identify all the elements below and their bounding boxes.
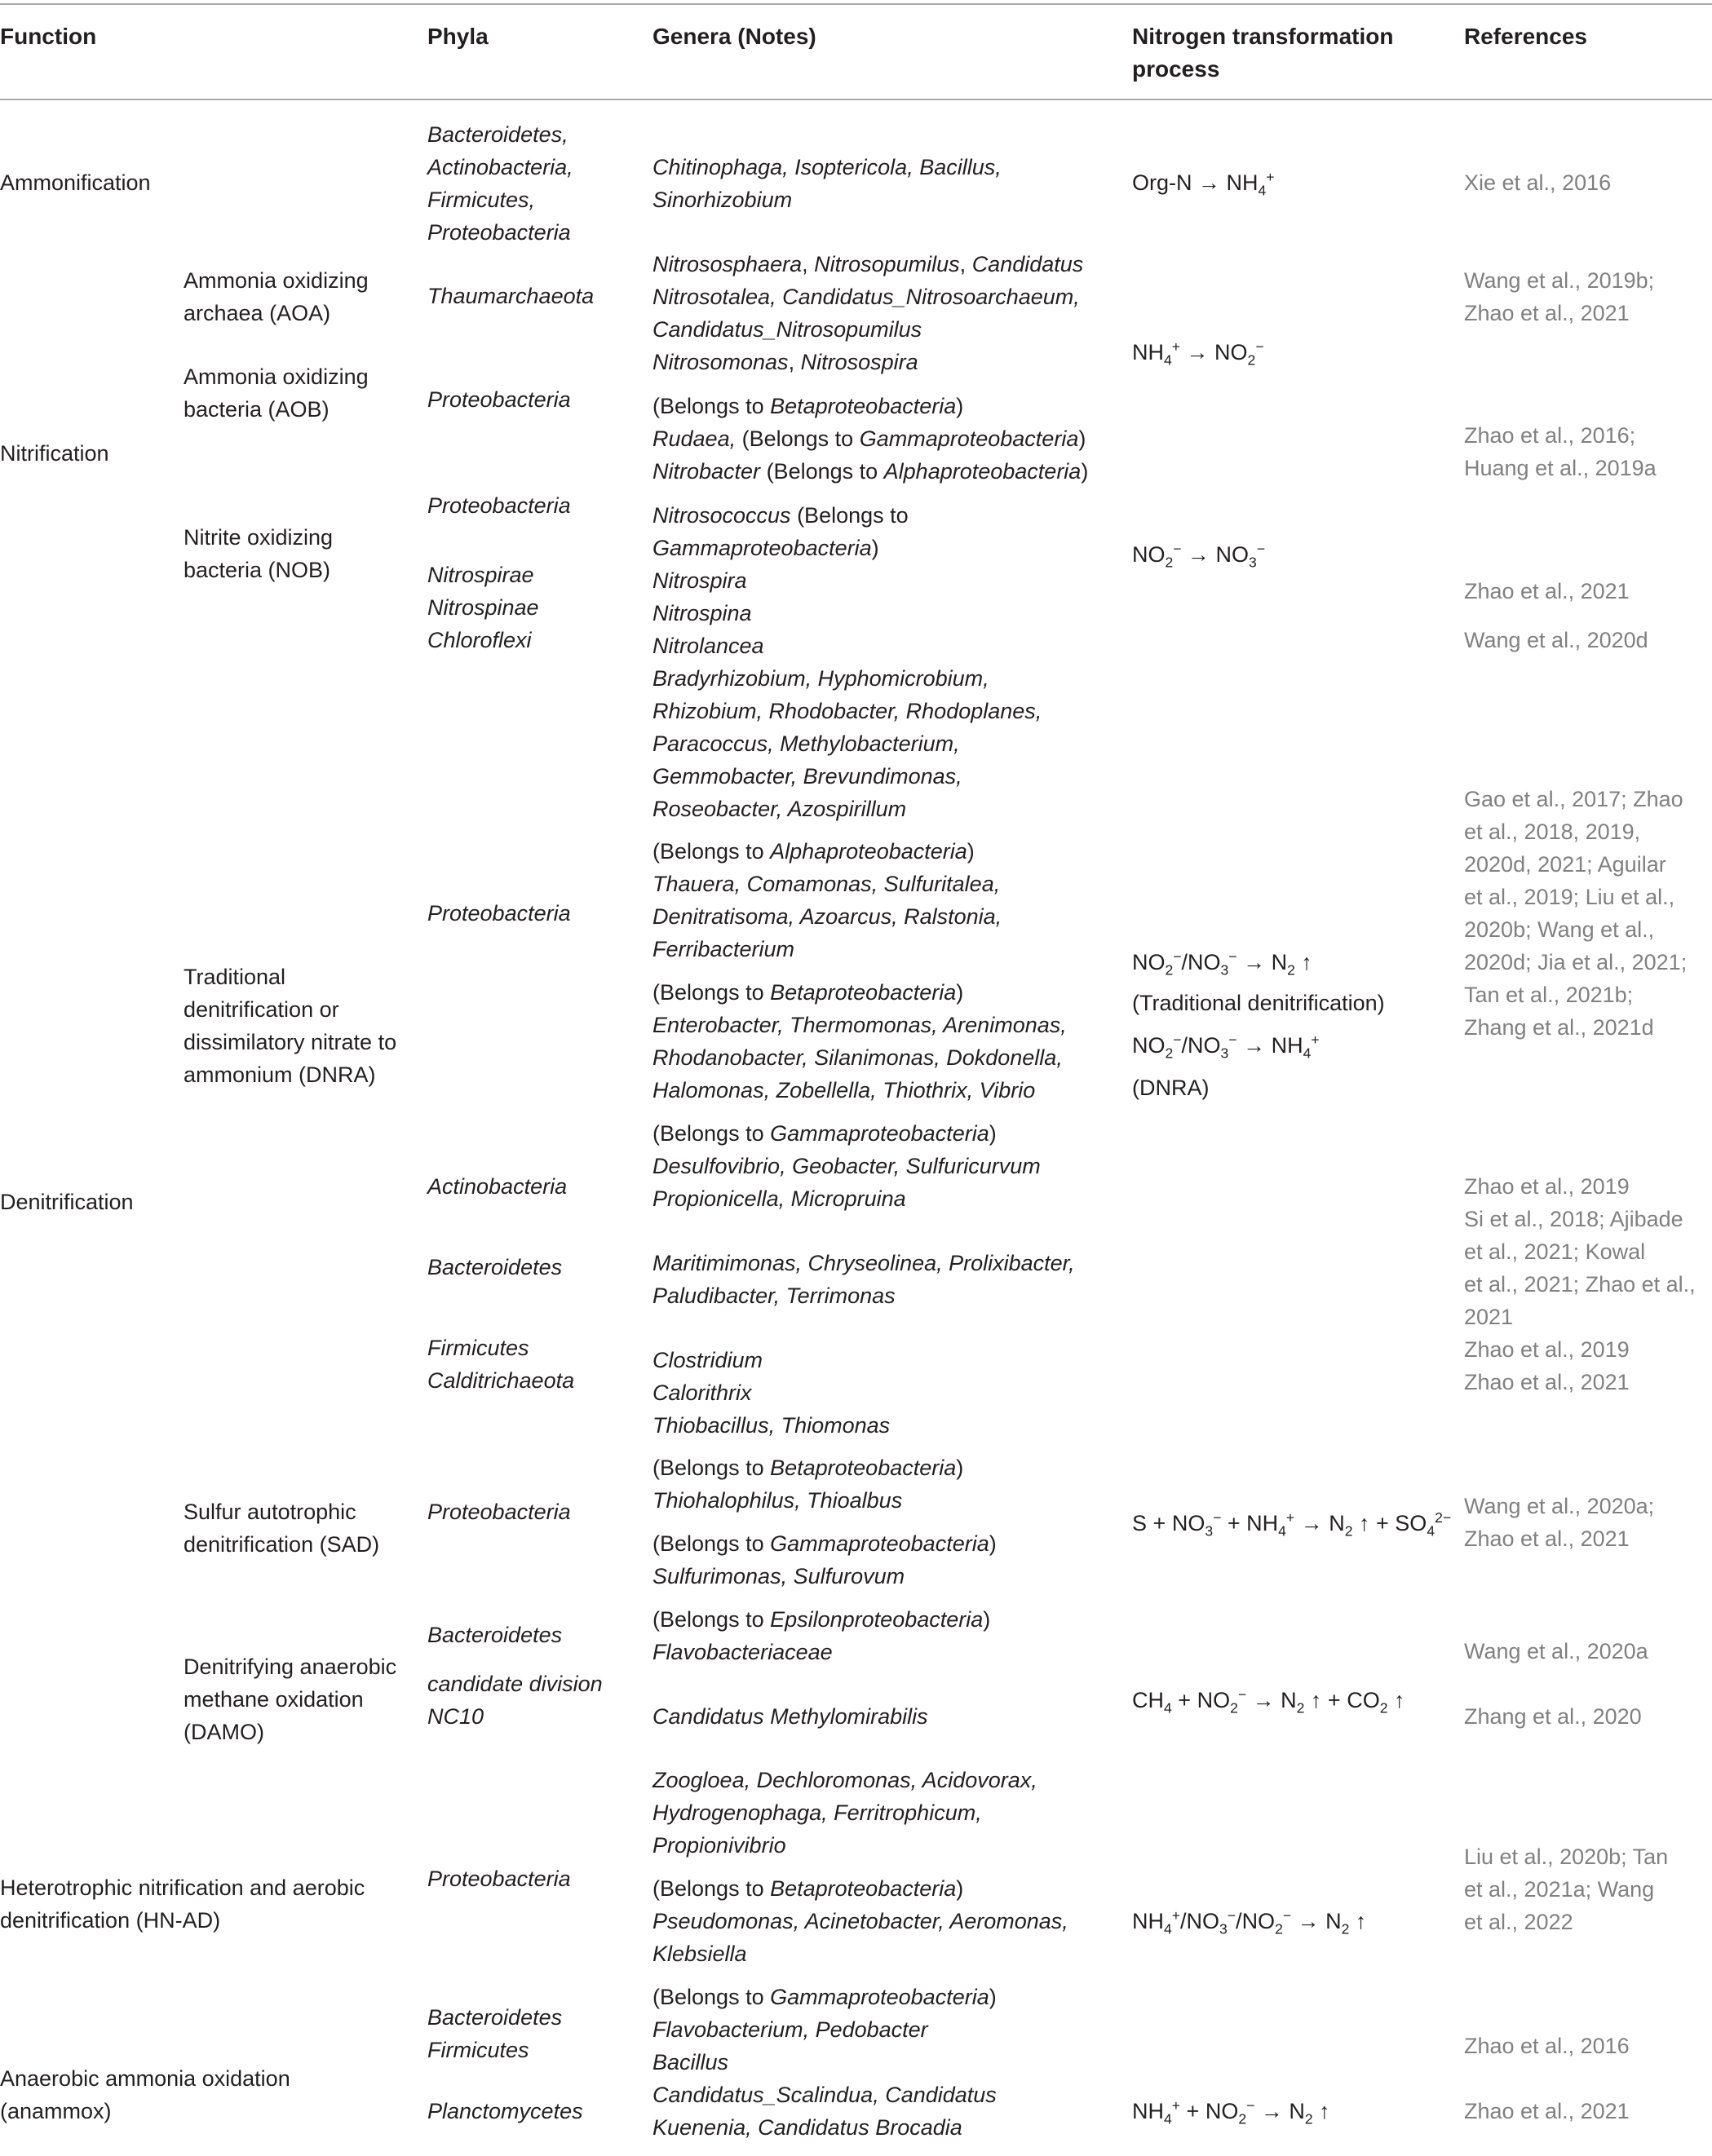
phylum: Proteobacteria: [427, 1867, 571, 1891]
genera-line: Flavobacterium, Pedobacter: [653, 2017, 928, 2042]
reference: Huang et al., 2019a: [1464, 456, 1657, 480]
phylum: Bacteroidetes: [427, 2005, 563, 2030]
reference: Zhao et al., 2021: [1464, 579, 1630, 603]
genera-note: (Belongs to Betaproteobacteria): [653, 1456, 964, 1480]
genera-line: Gemmobacter, Brevundimonas,: [653, 764, 962, 789]
phylum: Proteobacteria: [427, 220, 571, 245]
reference: 2021: [1464, 1305, 1514, 1329]
genera-line: Kuenenia, Candidatus Brocadia: [653, 2115, 962, 2140]
reference: Si et al., 2018; Ajibade: [1464, 1207, 1683, 1231]
reference: Zhao et al., 2019: [1464, 1337, 1630, 1362]
genera-line: Paracoccus, Methylobacterium,: [653, 731, 960, 756]
reference: Zhang et al., 2020: [1464, 1704, 1642, 1729]
reference: Zhang et al., 2021d: [1464, 1015, 1654, 1040]
genera-line: Halomonas, Zobellella, Thiothrix, Vibrio: [653, 1078, 1036, 1102]
genera-line: Flavobacteriaceae: [653, 1640, 833, 1664]
phylum: Firmicutes: [427, 2038, 529, 2062]
reference: et al., 2021a; Wang: [1464, 1877, 1655, 1902]
subfunction-label: bacteria (NOB): [184, 558, 331, 582]
subfunction-label: ammonium (DNRA): [184, 1063, 376, 1087]
header-process: process: [1132, 56, 1220, 82]
genera-line: Rhodanobacter, Silanimonas, Dokdonella,: [653, 1045, 1063, 1070]
genera-line: Zoogloea, Dechloromonas, Acidovorax,: [653, 1768, 1037, 1792]
phylum: Proteobacteria: [427, 387, 571, 412]
genera-line: Bradyrhizobium, Hyphomicrobium,: [653, 666, 989, 691]
reference: Zhao et al., 2021: [1464, 301, 1630, 325]
subfunction-label: archaea (AOA): [184, 301, 331, 325]
subfunction-label: Sulfur autotrophic: [184, 1500, 356, 1524]
genera-note: (Belongs to Betaproteobacteria): [653, 394, 964, 418]
genera-line: Nitrobacter (Belongs to Alphaproteobacteria): [653, 459, 1089, 484]
reference: Wang et al., 2020a: [1464, 1639, 1648, 1663]
header-rule: [0, 99, 1712, 100]
subfunction-label: denitrification (SAD): [184, 1532, 380, 1557]
phylum: Planctomycetes: [427, 2099, 583, 2123]
reference: Zhao et al., 2016;: [1464, 423, 1636, 448]
subfunction-label: Ammonia oxidizing: [184, 268, 369, 293]
reference: et al., 2021; Kowal: [1464, 1239, 1646, 1264]
genera-line: Thiohalophilus, Thioalbus: [653, 1488, 903, 1513]
genera-line: Nitrospina: [653, 601, 752, 625]
phylum: Proteobacteria: [427, 1500, 571, 1524]
genera-note: (Belongs to Gammaproteobacteria): [653, 1531, 997, 1556]
phylum: Nitrospinae: [427, 595, 539, 620]
function-label: Denitrification: [0, 1190, 134, 1214]
phylum: NC10: [427, 1704, 484, 1729]
genera-line: Rudaea, (Belongs to Gammaproteobacteria): [653, 426, 1086, 451]
phylum: Proteobacteria: [427, 901, 571, 926]
genera-note: (Belongs to Gammaproteobacteria): [653, 1985, 997, 2009]
header-genera: Genera (Notes): [653, 24, 816, 49]
genera-line: Chitinophaga, Isoptericola, Bacillus,: [653, 155, 1002, 179]
genera-line: Propionivibrio: [653, 1833, 786, 1858]
genera-line: Nitrolancea: [653, 634, 764, 658]
phylum: Firmicutes,: [427, 188, 536, 212]
reference: 2020d, 2021; Aguilar: [1464, 852, 1666, 877]
reference: et al., 2022: [1464, 1910, 1573, 1934]
genera-line: Nitrososphaera, Nitrosopumilus, Candidatus: [653, 252, 1084, 276]
genera-line: Sulfurimonas, Sulfurovum: [653, 1564, 905, 1588]
function-label: Nitrification: [0, 441, 109, 466]
header-references: References: [1464, 24, 1587, 49]
process-equation: $NO_2^-/NO_3^- \to N_2$ ↑: [1132, 948, 1312, 979]
process-note: (Traditional denitrification): [1132, 991, 1385, 1015]
subfunction-label: Ammonia oxidizing: [184, 364, 369, 389]
genera-line: Enterobacter, Thermomonas, Arenimonas,: [653, 1013, 1067, 1037]
genera-note: (Belongs to Gammaproteobacteria): [653, 1121, 997, 1146]
subfunction-label: Denitrifying anaerobic: [184, 1655, 397, 1679]
reference: Liu et al., 2020b; Tan: [1464, 1845, 1669, 1869]
genera-line: Sinorhizobium: [653, 188, 793, 212]
genera-line: Bacillus: [653, 2050, 729, 2074]
genera-line: Ferribacterium: [653, 937, 795, 961]
reference: Zhao et al., 2019: [1464, 1174, 1630, 1199]
genera-line: Nitrosomonas, Nitrosospira: [653, 350, 918, 374]
reference: Tan et al., 2021b;: [1464, 983, 1634, 1007]
subfunction-label: dissimilatory nitrate to: [184, 1030, 397, 1054]
genera-line: Denitratisoma, Azoarcus, Ralstonia,: [653, 904, 1002, 929]
genera-line: Klebsiella: [653, 1942, 747, 1966]
genera-line: Candidatus_Nitrosopumilus: [653, 317, 922, 342]
phylum: Actinobacteria,: [427, 155, 573, 179]
genera-note: (Belongs to Alphaproteobacteria): [653, 839, 975, 864]
process-equation: $NO_2^- \to NO_3^-$: [1132, 541, 1266, 571]
phylum: candidate division: [427, 1672, 603, 1696]
process-equation: $S + NO_3^- + NH_4^+ \to N_2$ ↑ + $SO_4^{2-}$: [1132, 1509, 1452, 1540]
phylum: Actinobacteria: [427, 1174, 568, 1199]
genera-line: Nitrospira: [653, 568, 747, 593]
phylum: Firmicutes: [427, 1336, 529, 1360]
subfunction-label: Traditional: [184, 965, 286, 989]
genera-line: Candidatus_Scalindua, Candidatus: [653, 2083, 997, 2107]
reference: Zhao et al., 2021: [1464, 1526, 1630, 1551]
reference: 2020b; Wang et al.,: [1464, 917, 1655, 942]
reference: Wang et al., 2020a;: [1464, 1494, 1655, 1518]
genera-line: Hydrogenophaga, Ferritrophicum,: [653, 1800, 982, 1825]
genera-line: Clostridium: [653, 1348, 763, 1372]
top-rule: [0, 3, 1712, 5]
reference: et al., 2019; Liu et al.,: [1464, 885, 1675, 909]
subfunction-label: Nitrite oxidizing: [184, 525, 334, 550]
phylum: Nitrospirae: [427, 563, 534, 587]
reference: et al., 2021; Zhao et al.,: [1464, 1272, 1696, 1297]
genera-note: (Belongs to Betaproteobacteria): [653, 980, 964, 1005]
genera-line: Candidatus Methylomirabilis: [653, 1704, 928, 1729]
phylum: Thaumarchaeota: [427, 284, 595, 308]
function-label: Anaerobic ammonia oxidation: [0, 2066, 290, 2091]
genera-line: Nitrosococcus (Belongs to: [653, 503, 909, 528]
reference: Zhao et al., 2021: [1464, 2099, 1630, 2123]
genera-note: (Belongs to Epsilonproteobacteria): [653, 1607, 991, 1632]
genera-line: Desulfovibrio, Geobacter, Sulfuricurvum: [653, 1154, 1041, 1178]
genera-line: Roseobacter, Azospirillum: [653, 797, 907, 821]
process-equation: $Org-N \to NH_4^+$: [1132, 169, 1275, 199]
reference: Zhao et al., 2016: [1464, 2034, 1630, 2058]
function-label: denitrification (HN-AD): [0, 1908, 221, 1933]
phylum: Calditrichaeota: [427, 1368, 575, 1393]
genera-line: Propionicella, Micropruina: [653, 1186, 906, 1211]
reference: Gao et al., 2017; Zhao: [1464, 787, 1683, 811]
function-label: Ammonification: [0, 170, 151, 195]
process-equation: $NH_4^+ \to NO_2^-$: [1132, 338, 1264, 369]
subfunction-label: bacteria (AOB): [184, 397, 330, 422]
reference: Xie et al., 2016: [1464, 170, 1612, 195]
subfunction-label: denitrification or: [184, 997, 339, 1022]
genera-line: Thiobacillus, Thiomonas: [653, 1413, 891, 1438]
function-label: (anammox): [0, 2099, 112, 2123]
subfunction-label: methane oxidation: [184, 1687, 364, 1712]
header-function: Function: [0, 24, 97, 49]
reference: Zhao et al., 2021: [1464, 1370, 1630, 1394]
process-equation: $NH_4^+/NO_3^-/NO_2^- \to N_2$ ↑: [1132, 1907, 1367, 1937]
subfunction-label: (DAMO): [184, 1720, 264, 1744]
process-equation: $NO_2^-/NO_3^- \to NH_4^+$: [1132, 1032, 1320, 1062]
phylum: Bacteroidetes,: [427, 122, 568, 147]
genera-line: Rhizobium, Rhodobacter, Rhodoplanes,: [653, 699, 1042, 723]
process-equation: $NH_4^+ + NO_2^- \to N_2$ ↑: [1132, 2097, 1330, 2127]
genera-line: Pseudomonas, Acinetobacter, Aeromonas,: [653, 1909, 1068, 1933]
genera-line: Paludibacter, Terrimonas: [653, 1283, 896, 1308]
reference: Wang et al., 2019b;: [1464, 268, 1655, 293]
genera-line: Thauera, Comamonas, Sulfuritalea,: [653, 872, 1001, 896]
phylum: Bacteroidetes: [427, 1623, 563, 1647]
phylum: Proteobacteria: [427, 493, 571, 518]
reference: 2020d; Jia et al., 2021;: [1464, 950, 1688, 974]
process-equation: $CH_4 + NO_2^- \to N_2$ ↑ + $CO_2$ ↑: [1132, 1686, 1405, 1716]
reference: Wang et al., 2020d: [1464, 628, 1648, 652]
process-note: (DNRA): [1132, 1076, 1210, 1100]
phylum: Chloroflexi: [427, 628, 532, 652]
genera-line: Calorithrix: [653, 1381, 752, 1405]
reference: et al., 2018, 2019,: [1464, 820, 1641, 844]
header-phyla: Phyla: [427, 24, 489, 49]
genera-line: Maritimimonas, Chryseolinea, Prolixibacter,: [653, 1251, 1075, 1275]
function-label: Heterotrophic nitrification and aerobic: [0, 1875, 365, 1900]
genera-line: Nitrosotalea, Candidatus_Nitrosoarchaeum,: [653, 285, 1080, 309]
header-process: Nitrogen transformation: [1132, 24, 1394, 49]
genera-line: Gammaproteobacteria): [653, 536, 879, 560]
phylum: Bacteroidetes: [427, 1255, 563, 1279]
genera-note: (Belongs to Betaproteobacteria): [653, 1876, 964, 1901]
